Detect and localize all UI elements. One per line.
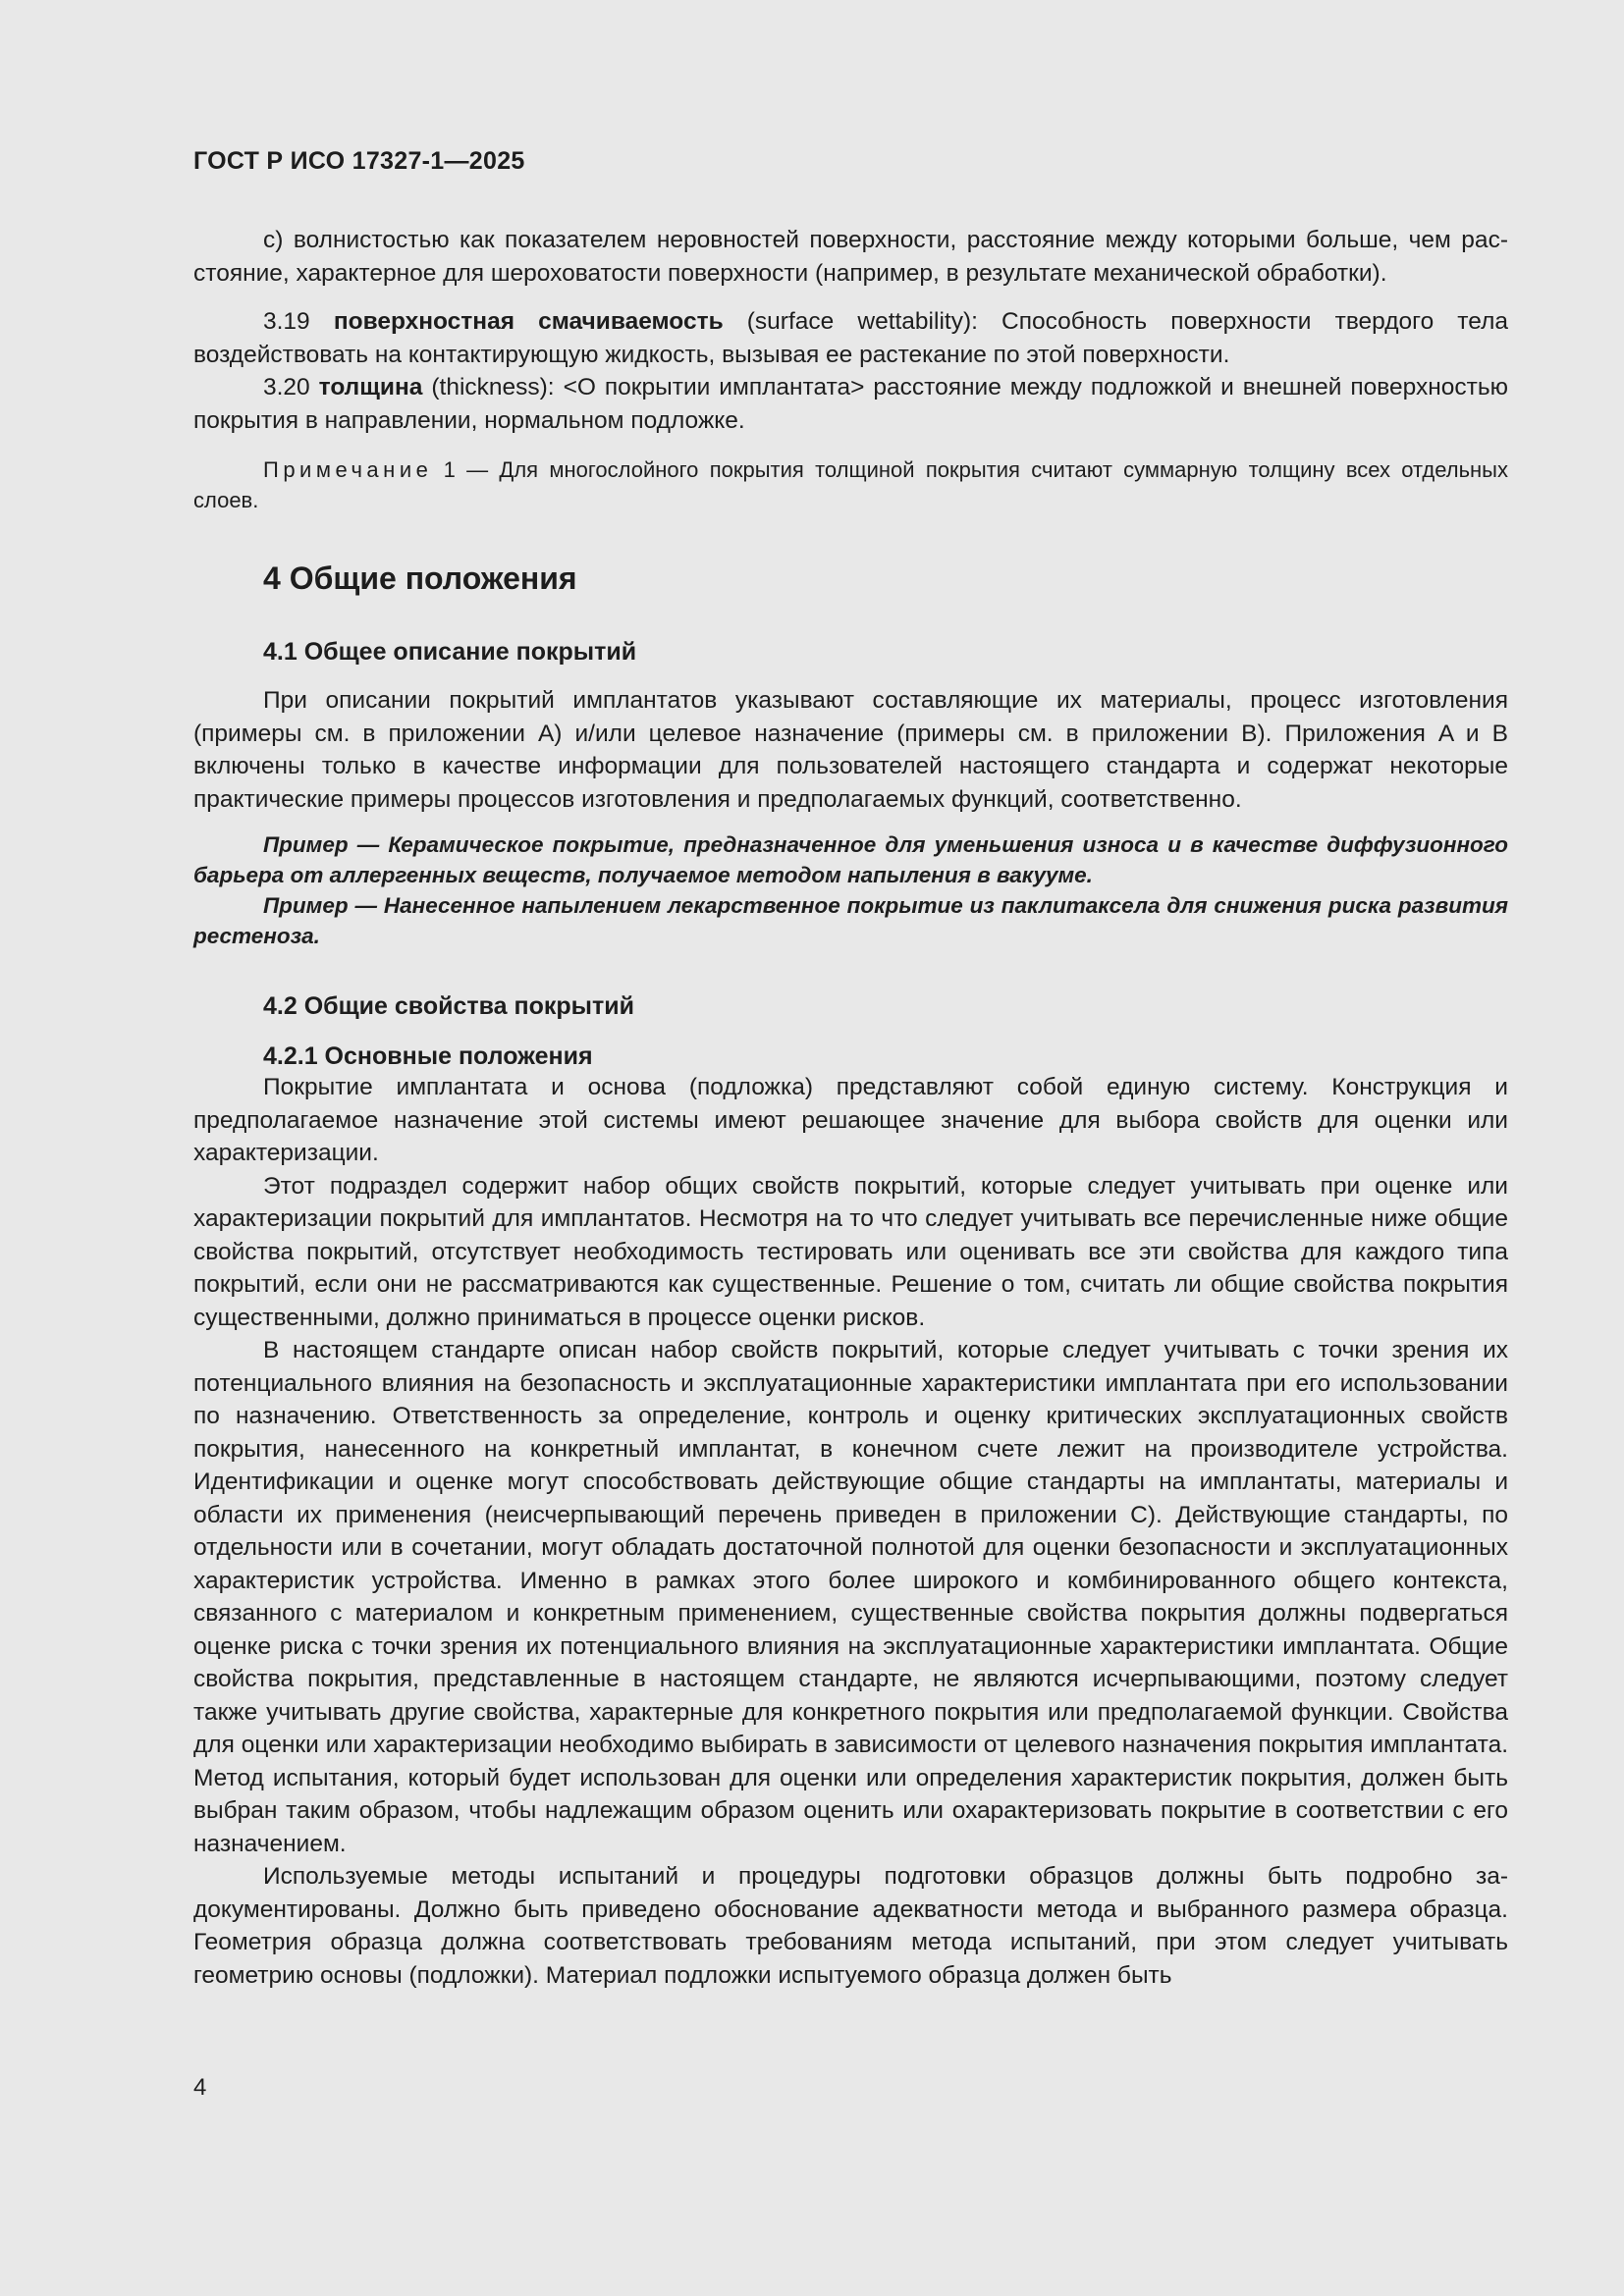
term-definition: (surface wettability): Способность поверхности твердого тела воздействовать на контактирующую жидкость, вызывая ее растекание по этой поверхности. bbox=[193, 308, 1508, 368]
section-4-2-1-title: 4.2.1 Основные положения bbox=[263, 1042, 593, 1070]
paragraph-4-2-1-4: Используемые методы испытаний и процедуры подготовки образцов должны быть подробно задокументированы. Должно быть приведено обоснование адекватности метода и выбранного размера образца. Геометрия образца должна соответствовать требованиям метода испытаний, при этом следует учитывать геометрию основы (подложки). Материал подложки испытуемого образца должен быть bbox=[193, 1863, 1508, 1989]
standard-header: ГОСТ Р ИСО 17327-1—2025 bbox=[193, 147, 525, 175]
term-3-20 bbox=[193, 371, 1508, 437]
paragraph-4-2-1-3: В настоящем стандарте описан набор свойств покрытий, которые следует учитывать с точки зрения их потенциального влияния на безопасность и эксплуатационные характеристики имплантата при его использовании по назначению. Ответственность за определение, контроль и оценку критических эксплуатационных свойств покрытия, нанесенного на конкретный имплантат, в конечном счете лежит на производителе устройства. Идентификации и оценке могут способствовать действующие общие стандарты на имплантаты, материалы и области их применения (неисчерпывающий перечень приведен в приложении C). Действующие стандарты, по отдельности или в сочетании, могут обладать достаточной полнотой для оценки безопасности и эксплуатационных характеристик устройства. Именно в рамках этого более широкого и комбинированного общего контекста, связанного с материалом и конкретным применением, существенные свойства покрытия должны подвергаться оценке риска с точки зрения их потенциального влияния на эксплуатационные характеристики имплантата. Общие свойства покрытия, представленные в настоящем стандарте, не являются исчерпывающими, поэтому следует также учитывать другие свойства, характерные для конкретного покрытия или предполагаемой функции. Свойства для оценки или характеризации необходимо выбирать в зависимости от целевого назначения покрытия имплантата. Метод испытания, который будет использован для оценки или определения характеристик покрытия, должен быть выбран таким образом, чтобы надлежащим образом оценить или охарактеризовать покрытие в соответствии с его назначением. bbox=[193, 1337, 1508, 1857]
example-1: Пример — Керамическое покрытие, предназначенное для уменьшения износа и в качестве диффузионного барьера от аллергенных веществ, получаемое методом напыления в вакууме. bbox=[193, 832, 1508, 887]
note-1 bbox=[193, 454, 1508, 515]
section-4-1-title: 4.1 Общее описание покрытий bbox=[263, 638, 637, 666]
section-4-title: 4 Общие положения bbox=[263, 561, 577, 596]
term-3-19 bbox=[193, 305, 1508, 371]
paragraph-4-2-1-2: Этот подраздел содержит набор общих свойств покрытий, которые следует учитывать при оценке или характеризации покрытий для имплантатов. Несмотря на то что следует учитывать все перечисленные ниже общие свойства покрытий, отсутствует необходимость тестировать или оценивать все эти свойства для каждого типа покрытий, если они не рассматриваются как существенные. Решение о том, считать ли общие свойства покрытия существенными, должно приниматься в процессе оценки рисков. bbox=[193, 1172, 1508, 1331]
term-number: 3.20 bbox=[263, 374, 319, 400]
term-number: 3.19 bbox=[263, 308, 334, 335]
note-text: 1 — Для многослойного покрытия толщиной покрытия считают суммарную толщину всех отдельных слоев. bbox=[193, 457, 1508, 512]
example-2: Пример — Нанесенное напылением лекарственное покрытие из паклитаксела для снижения риска развития рестеноза. bbox=[193, 893, 1508, 948]
paragraph-4-2-1-1: Покрытие имплантата и основа (подложка) представляют собой единую систему. Конструкция и предполагаемое назначение этой системы имеют решающее значение для выбора свойств для оценки или характеризации. bbox=[193, 1074, 1508, 1166]
page-number: 4 bbox=[193, 2074, 207, 2101]
page-content bbox=[193, 224, 1508, 1992]
paragraph-4-1: При описании покрытий имплантатов указывают составляющие их материалы, процесс изготовления (примеры см. в приложении A) и/или целевое назначение (примеры см. в приложении B). Приложения A и B включены только в качестве информации для пользователей настоящего стандарта и содержат некоторые практические примеры процессов изготовления и предполагаемых функций, соответственно. bbox=[193, 687, 1508, 813]
section-4-2-title: 4.2 Общие свойства покрытий bbox=[263, 992, 635, 1020]
term-definition: (thickness): <О покрытии имплантата> расстояние между подложкой и внешней поверхностью покрытия в направлении, нормальном подложке. bbox=[193, 374, 1508, 434]
list-item-c: c) волнистостью как показателем неровностей поверхности, расстояние между которыми больше, чем расстояние, характерное для шероховатости поверхности (например, в результате механической обработки). bbox=[193, 227, 1508, 287]
note-label: Примечание bbox=[263, 457, 433, 482]
term-name: толщина bbox=[318, 374, 423, 400]
term-name: поверхностная смачиваемость bbox=[333, 308, 724, 335]
